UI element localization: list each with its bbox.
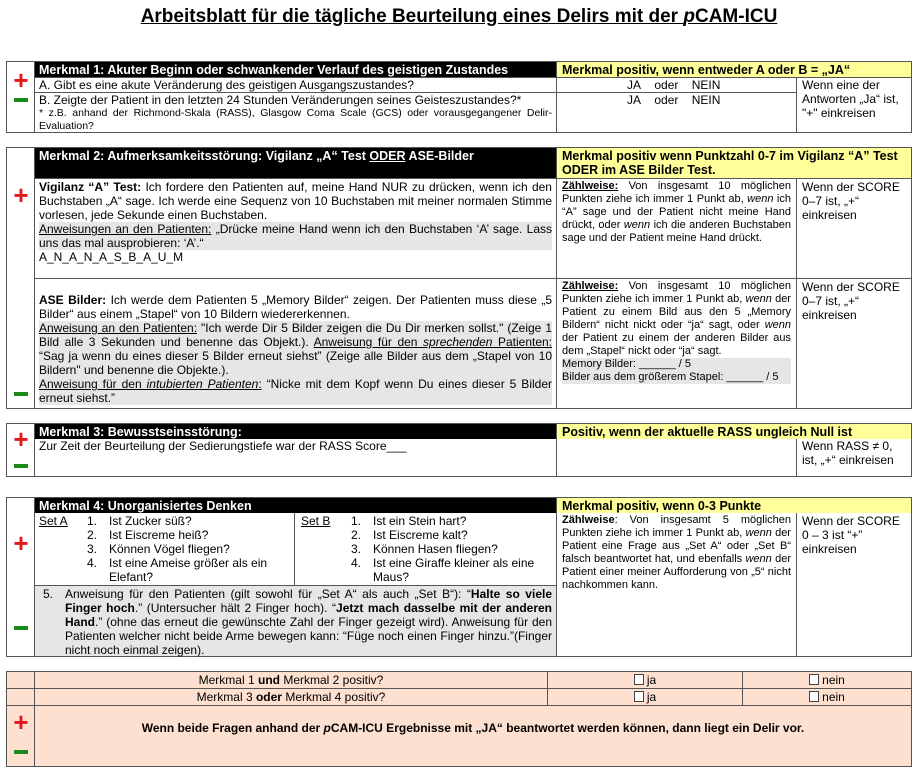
merkmal-3-instruction: Wenn RASS ≠ 0, ist, „+“ einkreisen: [796, 439, 911, 476]
answer-b-ja[interactable]: JA: [627, 93, 642, 107]
ase-label: ASE Bilder:: [39, 293, 107, 307]
minus-icon[interactable]: [7, 98, 35, 102]
merkmal-3-empty: [556, 439, 796, 476]
merkmal-2-header: Merkmal 2: Aufmerksamkeitsstörung: Vigilanz „A“ Test ODER ASE-Bilder: [35, 148, 556, 178]
minus-icon[interactable]: [7, 392, 35, 396]
plus-icon[interactable]: +: [13, 65, 29, 95]
set-a-question: 1. Ist Zucker süß?: [87, 514, 192, 528]
q1-nein-checkbox[interactable]: nein: [742, 672, 911, 689]
summary-spacer: [7, 689, 35, 706]
merkmal-3-block: [6, 423, 912, 477]
answer-a-oder: oder: [654, 78, 679, 92]
vigilanz-test-cell: [35, 178, 556, 278]
q2-ja-checkbox[interactable]: ja: [547, 689, 742, 706]
plus-icon[interactable]: +: [13, 180, 29, 210]
merkmal-3-header: Merkmal 3: Bewusstseinsstörung:: [35, 424, 556, 439]
merkmal-4-criterion: Merkmal positiv, wenn 0-3 Punkte: [556, 498, 911, 513]
merkmal-2-criterion: Merkmal positiv wenn Punktzahl 0-7 im Vigilanz “A” Test ODER im ASE Bilder Test.: [556, 148, 911, 178]
answer-b-oder: oder: [654, 93, 679, 107]
q1-ja-checkbox[interactable]: ja: [547, 672, 742, 689]
set-a: [35, 513, 294, 585]
sign-column: [7, 498, 35, 656]
answer-a[interactable]: [556, 77, 796, 92]
merkmal-3-criterion: Positiv, wenn der aktuelle RASS ungleich Null ist: [556, 424, 911, 439]
merkmal-1-instruction: Wenn eine der Antworten „Ja“ ist, "+" einkreisen: [796, 77, 911, 132]
summary-question-1: Merkmal 1 und Merkmal 2 positiv?: [35, 672, 547, 689]
set-a-question: 4. Ist eine Ameise größer als ein Elefant?: [87, 556, 268, 584]
q2-nein-checkbox[interactable]: nein: [742, 689, 911, 706]
merkmal-4-scoring: Zählweise: Von insgesamt 5 möglichen Punkten ziehe ich immer 1 Punkt ab, wenn der Patient eine Frage aus „Set A“ oder „Set B“ falsch beantwortet hat, und ebenfalls wenn der Patient einer meiner Aufforderung von „5“ nicht nachkommen kann.: [556, 513, 796, 656]
merkmal-1-block: [6, 61, 912, 133]
oder-emphasis: ODER: [369, 149, 406, 163]
checkbox-icon[interactable]: [809, 691, 819, 702]
question-b-cell: [35, 92, 556, 132]
minus-icon[interactable]: [7, 464, 35, 468]
plus-icon[interactable]: +: [13, 424, 29, 454]
minus-icon[interactable]: [7, 626, 35, 630]
title-suffix: CAM-ICU: [694, 6, 778, 27]
plus-icon[interactable]: +: [13, 528, 29, 558]
question-b: B. Zeigte der Patient in den letzten 24 Stunden Veränderungen seines Geisteszustandes?*: [39, 93, 522, 107]
vigilanz-instruction: Anweisungen an den Patienten: „Drücke meine Hand wenn ich den Buchstaben ‘A’ sage. Lass uns das mal ausprobieren: ‘A’.“: [39, 222, 552, 250]
ase-text: Ich werde dem Patienten 5 „Memory Bilder“ zeigen. Der Patienten muss diese „5 Bilder“ aus einem „Stapel“ von 10 Bildern wiedererkennen.: [39, 293, 553, 321]
merkmal-4-instruction: Wenn der SCORE 0 – 3 ist “+” einkreisen: [796, 513, 911, 656]
item-5-instruction: 5. Anweisung für den Patienten (gilt sowohl für „Set A“ als auch „Set B“): “Halte so viele Finger hoch.” (Untersucher hält 2 Finger hoch). “Jetzt mach dasselbe mit der anderen Hand.” (ohne das erneut die gewünschte Zahl der Finger gezeigt wird). Anweisung für den Patienten welcher nicht beide Arme bewegen kann: “Füge noch einen Finger hinzu.”(Finger nicht noch einmal zeigen).: [35, 585, 556, 656]
set-a-question: 3. Können Vögel fliegen?: [87, 542, 230, 556]
answer-b-nein[interactable]: NEIN: [691, 93, 721, 107]
vigilanz-scoring: Zählweise: Von insgesamt 10 möglichen Punkten ziehe ich immer 1 Punkt ab, wenn ich “A” sage und der Patient nicht meine Hand drückt, oder wenn ich die anderen Buchstaben sage und der Patient meine Hand drückt.: [556, 178, 796, 278]
set-a-label: Set A: [39, 514, 68, 528]
merkmal-4-block: [6, 497, 912, 657]
ase-score-fields[interactable]: [562, 358, 791, 384]
stapel-score-field[interactable]: Bilder aus dem größerem Stapel: ______ / 5: [562, 371, 779, 383]
ase-test-cell: [35, 278, 556, 408]
rass-score-field[interactable]: Zur Zeit der Beurteilung der Sedierungstiefe war der RASS Score___: [39, 439, 407, 453]
checkbox-icon[interactable]: [634, 691, 644, 702]
minus-icon[interactable]: [7, 750, 35, 754]
checkbox-icon[interactable]: [634, 674, 644, 685]
answer-a-ja[interactable]: JA: [627, 78, 642, 92]
vigilanz-instruction-circle: Wenn der SCORE 0–7 ist, „+“ einkreisen: [796, 178, 911, 278]
summary-question-2: Merkmal 3 oder Merkmal 4 positiv?: [35, 689, 547, 706]
set-b-question: 1. Ist ein Stein hart?: [351, 514, 467, 528]
sign-column: [7, 62, 35, 132]
sign-column: [7, 706, 35, 766]
title-text: Arbeitsblatt für die tägliche Beurteilung eines Delirs mit der: [140, 6, 684, 27]
set-b-label: Set B: [301, 514, 331, 528]
merkmal-1-header: Merkmal 1: Akuter Beginn oder schwankender Verlauf des geistigen Zustandes: [35, 62, 556, 77]
ase-scoring: Zählweise: Von insgesamt 10 möglichen Punkten ziehe ich immer 1 Punkt ab, wenn der Patient zu einem Bild aus den 5 „Memory Bildern“ nicht nickt oder “ja“ sagt, oder wenn der Patient zu einem der anderen Bilder aus dem „Stapel“ nickt oder “ja“ sagt. Memory Bilder: ______ / 5 Bilder aus dem größerem Stapel: ______ / 5: [556, 278, 796, 408]
sign-column: [7, 424, 35, 476]
memory-score-field[interactable]: Memory Bilder: ______ / 5: [562, 358, 692, 370]
merkmal-2-block: [6, 147, 912, 409]
sign-column: [7, 148, 35, 408]
ase-instructions: Anweisung an den Patienten: "Ich werde Dir 5 Bilder zeigen die Du Dir merken sollst." (Zeige 1 Bild alle 3 Sekunden und benenne das Objekt.). Anweisung für den sprechenden Patienten: “Sag ja wenn du eines dieser 5 Bilder erneut siehst” (Zeige alle Bilder aus dem „Stapel von 10 Bildern" und benenne die Objekte.). Anweisung für den intubierten Patienten: “Nicke mit dem Kopf wenn Du eines dieser 5 Bilder erneut siehst.”: [39, 321, 553, 405]
vigilanz-label: Vigilanz “A” Test:: [39, 180, 142, 194]
summary-conclusion: Wenn beide Fragen anhand der pCAM-ICU Ergebnisse mit „JA“ beantwortet werden können, dann liegt ein Delir vor.: [141, 721, 805, 735]
page-title: [0, 6, 918, 28]
set-b: [294, 513, 556, 585]
summary-spacer: [7, 672, 35, 689]
question-a: A. Gibt es eine akute Veränderung des geistigen Ausgangszustandes?: [35, 77, 556, 92]
checkbox-icon[interactable]: [809, 674, 819, 685]
letter-sequence: A_N_A_N_A_S_B_A_U_M: [39, 250, 184, 264]
set-a-question: 2. Ist Eiscreme heiß?: [87, 528, 209, 542]
answer-a-nein[interactable]: NEIN: [691, 78, 721, 92]
plus-icon[interactable]: +: [13, 707, 29, 737]
footnote: * z.B. anhand der Richmond-Skala (RASS), Glasgow Coma Scale (GCS) oder vorausgegangener Delir-Evaluation?: [39, 107, 552, 132]
set-b-question: 4. Ist eine Giraffe kleiner als eine Maus?: [351, 556, 535, 584]
set-b-question: 3. Können Hasen fliegen?: [351, 542, 498, 556]
answer-b[interactable]: [556, 92, 796, 132]
title-italic-p: p: [683, 6, 695, 27]
ase-instruction-circle: Wenn der SCORE 0–7 ist, „+“ einkreisen: [796, 278, 911, 408]
set-b-question: 2. Ist Eiscreme kalt?: [351, 528, 468, 542]
merkmal-1-criterion: Merkmal positiv, wenn entweder A oder B = „JA“: [556, 62, 911, 77]
summary-block: [6, 671, 912, 767]
vigilanz-text: Ich fordere den Patienten auf, meine Hand NUR zu drücken, wenn ich den Buchstaben „A“ sage. Ich werde eine Sequenz von 10 Buchstaben mit meiner normalen Stimme vorlesen, jede Sekunde einen Buchstaben.: [39, 180, 552, 222]
merkmal-4-header: Merkmal 4: Unorganisiertes Denken: [35, 498, 556, 513]
